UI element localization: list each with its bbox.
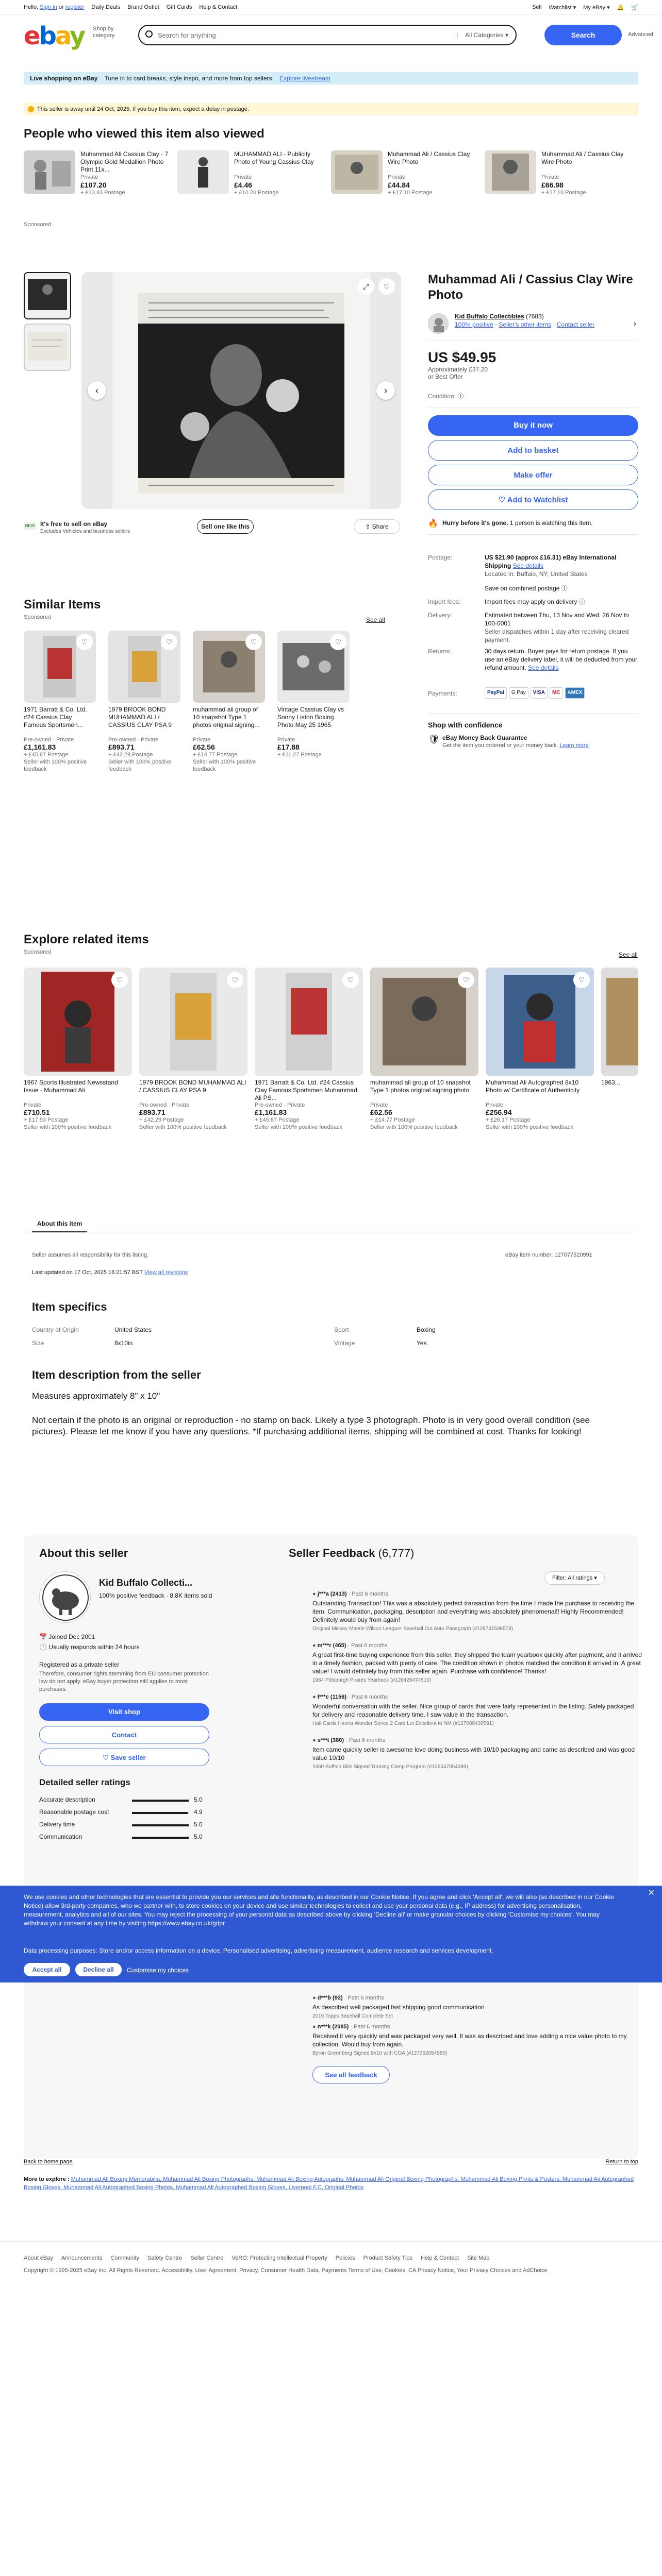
product-title[interactable]: 1971 Barratt & Co. Ltd. #24 Cassius Clay Famous Sportsmen... bbox=[24, 706, 87, 728]
postage-details-link[interactable]: See details bbox=[512, 562, 544, 569]
related-item-card[interactable] bbox=[255, 968, 363, 1131]
product-image[interactable] bbox=[370, 968, 478, 1076]
return-top-link[interactable]: Return to top bbox=[605, 2159, 638, 2165]
related-item-card[interactable] bbox=[24, 968, 132, 1131]
expand-icon[interactable]: ⤢ bbox=[358, 278, 374, 295]
footer-link[interactable]: About eBay bbox=[24, 2255, 53, 2261]
footer-link[interactable]: Community bbox=[110, 2255, 139, 2261]
product-shipping: + £13.43 Postage bbox=[80, 190, 125, 196]
thumbnail-strip bbox=[24, 272, 75, 375]
rating-row: Delivery time 5.0 bbox=[39, 1821, 203, 1828]
product-image[interactable] bbox=[177, 150, 229, 194]
previous-image-button[interactable]: ‹ bbox=[88, 381, 106, 400]
joined-date: 📅 Joined Dec 2001 bbox=[39, 1633, 95, 1640]
promo-text: Tune in to card breaks, style inspo, and more from top sellers. bbox=[104, 75, 274, 82]
mastercard-icon: MC bbox=[550, 687, 563, 699]
similar-item-card[interactable] bbox=[24, 631, 96, 773]
description-measurements: Measures approximately 8" x 10" bbox=[32, 1391, 160, 1401]
seller-avatar[interactable] bbox=[428, 313, 449, 334]
product-condition: Private bbox=[80, 174, 98, 180]
add-to-basket-button[interactable]: Add to basket bbox=[428, 440, 638, 461]
shop-by-category-button[interactable]: Shop by category bbox=[93, 26, 115, 39]
free-sell-sub: Excludes Vehicles and business sellers bbox=[40, 529, 130, 534]
heart-icon[interactable]: ♡ bbox=[76, 634, 93, 650]
see-all-link[interactable]: See all bbox=[619, 951, 638, 958]
product-condition: Pre-owned · Private bbox=[139, 1102, 190, 1108]
sponsored-label: Sponsored bbox=[24, 222, 52, 228]
spec-row: Vintage Yes bbox=[334, 1340, 427, 1347]
approx-price: Approximately £37.20 bbox=[428, 366, 488, 373]
main-product-image[interactable] bbox=[81, 272, 401, 509]
product-image[interactable] bbox=[255, 968, 363, 1076]
product-title[interactable]: 1971 Barratt & Co. Ltd. #24 Cassius Clay Famous Sportsmen Muhammad Ali PS... bbox=[255, 1079, 357, 1101]
daily-deals-link[interactable]: Daily Deals bbox=[91, 4, 121, 10]
people-viewed-card[interactable] bbox=[331, 150, 481, 218]
next-image-button[interactable]: › bbox=[376, 381, 395, 400]
related-item-card[interactable] bbox=[370, 968, 478, 1131]
related-item-card[interactable] bbox=[601, 968, 638, 1102]
similar-item-card[interactable] bbox=[108, 631, 180, 773]
heart-icon[interactable]: ♡ bbox=[378, 278, 395, 295]
promo-title: Live shopping on eBay bbox=[30, 75, 98, 82]
product-price: £66.98 bbox=[541, 181, 564, 189]
close-icon[interactable]: ✕ bbox=[648, 1889, 655, 1897]
explore-links[interactable]: Muhammad Ali Boxing Memorabilia, Muhammad Ali Boxing Photographs, Muhammad Ali Boxing Autographs, Muhammad Ali Original Boxing Photographs, Muhammad Ali Boxing Prints & Posters, Muhammad Ali Autographed Boxing Gloves, Muhammad Ali Autographed Boxing Photos, Muhammad Ali Autographed Boxing Gloves, Liverpool F.C. Original Photos bbox=[24, 2176, 634, 2191]
product-shipping: + £26.17 Postage bbox=[486, 1117, 531, 1123]
free-sell-title: It's free to sell on eBay bbox=[40, 520, 108, 528]
feedback-entry: ● m***r (465) · Past 6 months A great first-time buying experience from this seller. they shipped the team yearbook quickly after payment, and it arrived in a timely fashion, packed with plenty of care. The condition shown in photos matched the condition it arrived in. A great value! I would definitely buy from this seller again. Purchase with confidence! Thanks! 1964 Pittsburgh Pirates Yearbook (#126428474510) bbox=[312, 1642, 642, 1683]
product-title[interactable]: 1979 BROOK BOND MUHAMMAD ALI / CASSIUS CLAY PSA 9 bbox=[139, 1079, 246, 1094]
spec-row: Size 8x10in bbox=[32, 1340, 133, 1347]
visa-icon: VISA bbox=[531, 687, 548, 699]
seller-away-notice bbox=[24, 103, 638, 115]
heart-icon[interactable]: ♡ bbox=[161, 634, 177, 650]
product-image[interactable] bbox=[108, 631, 180, 703]
contact-button[interactable]: Contact bbox=[39, 1726, 209, 1743]
info-icon bbox=[28, 106, 34, 112]
seller-feedback: Seller with 100% positive feedback bbox=[255, 1124, 342, 1130]
search-icon bbox=[145, 30, 153, 38]
seller-feedback: Seller with 100% positive feedback bbox=[24, 759, 87, 772]
ebay-logo[interactable]: ebay bbox=[24, 22, 85, 50]
sellers-other-items-link[interactable]: Seller's other items bbox=[499, 321, 552, 328]
returns-details-link[interactable]: See details bbox=[528, 664, 559, 671]
about-seller-section bbox=[24, 1535, 642, 2159]
product-title[interactable]: MUHAMMAD ALI - Publicity Photo of Young Cassius Clay bbox=[234, 150, 314, 165]
similar-item-card[interactable] bbox=[277, 631, 350, 758]
product-price: £4.46 bbox=[234, 181, 253, 189]
cookie-consent-banner bbox=[0, 1886, 662, 1982]
footer-link[interactable]: Site Map bbox=[467, 2255, 490, 2261]
heart-icon[interactable]: ♡ bbox=[330, 634, 346, 650]
footer-link[interactable]: VeRO: Protecting Intellectual Property bbox=[231, 2255, 327, 2261]
brand-outlet-link[interactable]: Brand Outlet bbox=[127, 4, 159, 10]
item-tabs bbox=[24, 1216, 638, 1232]
about-seller-title: About this seller bbox=[39, 1547, 128, 1560]
seller-feedback: Seller with 100% positive feedback bbox=[370, 1124, 458, 1130]
product-condition: Private bbox=[24, 1102, 42, 1108]
live-shopping-banner bbox=[24, 72, 638, 84]
sign-in-link[interactable]: Sign in bbox=[40, 4, 57, 10]
guarantee-title: eBay Money Back Guarantee bbox=[442, 734, 527, 741]
explore-livestream-link[interactable]: Explore livestream bbox=[279, 75, 330, 82]
product-image[interactable] bbox=[277, 631, 350, 703]
thumbnail-image[interactable] bbox=[24, 272, 71, 319]
seller-feedback: Seller with 100% positive feedback bbox=[486, 1124, 573, 1130]
returns-row: Returns: 30 days return. Buyer pays for return postage. If you use an eBay delivery label, it will be deducted from your refund amount. See details bbox=[428, 648, 638, 671]
seller-name-link[interactable]: Kid Buffalo Collectibles bbox=[455, 313, 524, 320]
product-condition: Private bbox=[388, 174, 406, 180]
product-shipping: + £45.87 Postage bbox=[255, 1117, 300, 1123]
footer-link[interactable]: Help & Contact bbox=[421, 2255, 459, 2261]
product-price: £893.71 bbox=[139, 1108, 166, 1116]
product-price: £1,161.83 bbox=[24, 743, 56, 751]
product-shipping: + £45.87 Postage bbox=[24, 752, 69, 758]
product-condition: Pre-owned · Private bbox=[108, 737, 159, 743]
heart-icon[interactable]: ♡ bbox=[111, 972, 128, 988]
footer-link[interactable]: Safety Centre bbox=[147, 2255, 183, 2261]
product-image[interactable] bbox=[139, 968, 247, 1076]
positive-feedback-link[interactable]: 100% positive bbox=[455, 321, 493, 328]
product-price: £1,161.83 bbox=[255, 1108, 287, 1116]
product-shipping: + £17.53 Postage bbox=[24, 1117, 69, 1123]
product-condition: Private bbox=[370, 1102, 388, 1108]
people-viewed-card[interactable] bbox=[24, 150, 173, 218]
people-viewed-card[interactable] bbox=[177, 150, 327, 218]
footer-link[interactable]: Announcements bbox=[61, 2255, 103, 2261]
product-condition: Private bbox=[277, 737, 295, 743]
footer-link[interactable]: Product Safety Tips bbox=[363, 2255, 413, 2261]
accept-all-button[interactable]: Accept all bbox=[24, 1963, 70, 1976]
sell-one-button[interactable]: Sell one like this bbox=[197, 519, 254, 534]
spec-row: Country of Origin United States bbox=[32, 1326, 152, 1333]
product-price: £17.88 bbox=[277, 743, 300, 751]
product-condition: Private bbox=[486, 1102, 504, 1108]
info-icon[interactable]: ⓘ bbox=[457, 393, 464, 400]
watchlist-link[interactable]: Watchlist ▾ bbox=[549, 5, 576, 11]
free-to-sell-box bbox=[24, 520, 194, 537]
product-shipping: + £17.10 Postage bbox=[541, 190, 586, 196]
footer bbox=[0, 2241, 662, 2274]
seller-logo[interactable] bbox=[39, 1571, 91, 1623]
product-price: £710.51 bbox=[24, 1108, 50, 1116]
decline-all-button[interactable]: Decline all bbox=[75, 1963, 122, 1976]
sell-link[interactable]: Sell bbox=[532, 4, 542, 10]
product-condition: Pre-owned · Private bbox=[255, 1102, 305, 1108]
visit-shop-button[interactable]: Visit shop bbox=[39, 1703, 209, 1721]
feedback-filter[interactable]: Filter: All ratings ▾ bbox=[544, 1571, 605, 1585]
product-condition: Private bbox=[193, 737, 211, 743]
product-title[interactable]: 1979 BROOK BOND MUHAMMAD ALI / CASSIUS CLAY PSA 9 bbox=[108, 706, 172, 728]
shield-icon: 🛡 bbox=[428, 734, 440, 744]
seller-feedback: Seller with 100% positive feedback bbox=[108, 759, 172, 772]
category-select[interactable]: All Categories ▾ bbox=[457, 31, 508, 39]
product-price: £893.71 bbox=[108, 743, 135, 751]
view-revisions-link[interactable]: View all revisions bbox=[144, 1269, 188, 1276]
seller-feedback: Seller with 100% positive feedback bbox=[193, 759, 256, 772]
buy-box bbox=[428, 272, 638, 535]
bell-icon[interactable]: 🔔 bbox=[617, 5, 624, 11]
product-title[interactable]: Muhammad Ali Autographed 8x10 Photo w/ Certificate of Authenticity bbox=[486, 1079, 580, 1094]
confidence-title: Shop with confidence bbox=[428, 721, 503, 729]
cart-icon[interactable]: 🛒 bbox=[631, 5, 638, 11]
feedback-entry: ● s***t (380) · Past 6 months Item came quickly seller is awesome love doing business with 10/10 packaging and came as described and was good value 10/10 1960 Buffalo Bills Signed Training Camp Program (#126547054389) bbox=[312, 1737, 635, 1770]
seller-summary: Kid Buffalo Collectibles (7683) 100% positive · Seller's other items · Contact seller › bbox=[428, 310, 638, 341]
chevron-right-icon[interactable]: › bbox=[633, 319, 636, 328]
feedback-entry: ● l***c (1156) · Past 6 months Wonderful conversation with the seller. Nice group of cards that were fairly represented in the listing. Safely packaged for delivery and reasonable delivery time. I saw value in the transaction. Hall Cards Hanna Wonder Series 2 Card Lot Excellent to NM (#127089430591) bbox=[312, 1694, 634, 1726]
product-shipping: + £17.10 Postage bbox=[388, 190, 433, 196]
seller-feedback-title: Seller Feedback (6,777) bbox=[289, 1547, 415, 1560]
product-price: £107.20 bbox=[80, 181, 107, 189]
rating-row: Accurate description 5.0 bbox=[39, 1796, 203, 1803]
shop-with-confidence: Shop with confidence 🛡 eBay Money Back Guarantee Get the item you ordered or your money back. Learn more bbox=[428, 713, 638, 759]
product-title[interactable]: Vintage Cassius Clay vs Sonny Liston Boxing Photo May 25 1965 bbox=[277, 706, 344, 728]
item-title: Muhammad Ali / Cassius Clay Wire Photo bbox=[428, 273, 633, 302]
product-image[interactable] bbox=[331, 150, 383, 194]
item-specifics-title: Item specifics bbox=[32, 1300, 107, 1313]
add-to-watchlist-button[interactable]: ♡ Add to Watchlist bbox=[428, 489, 638, 510]
heart-icon[interactable]: ♡ bbox=[458, 972, 474, 988]
product-image[interactable] bbox=[24, 968, 132, 1076]
people-viewed-card[interactable] bbox=[485, 150, 634, 218]
footer-link[interactable]: Seller Centre bbox=[190, 2255, 224, 2261]
see-all-link[interactable]: See all bbox=[366, 616, 385, 623]
google-pay-icon: G Pay bbox=[509, 687, 528, 699]
hurry-banner: 🔥 Hurry before it's gone. 1 person is watching this item. bbox=[428, 517, 638, 535]
amex-icon: AMEX bbox=[565, 687, 585, 699]
advanced-search-link[interactable]: Advanced bbox=[628, 31, 653, 38]
tab-about-item[interactable]: About this item bbox=[32, 1216, 87, 1232]
search-button[interactable]: Search bbox=[544, 25, 622, 45]
product-shipping: + £42.29 Postage bbox=[108, 752, 153, 758]
learn-more-link[interactable]: Learn more bbox=[559, 742, 589, 749]
my-ebay-link[interactable]: My eBay ▾ bbox=[583, 5, 610, 11]
item-number: eBay item number: 127077520991 bbox=[505, 1252, 592, 1258]
related-item-card[interactable] bbox=[139, 968, 247, 1131]
paypal-icon: PayPal bbox=[485, 687, 507, 699]
last-updated: Last updated on 17 Oct, 2025 16:21:57 BST View all revisions bbox=[32, 1269, 188, 1276]
footer-link[interactable]: Policies bbox=[335, 2255, 355, 2261]
make-offer-button[interactable]: Make offer bbox=[428, 465, 638, 485]
product-price: £62.56 bbox=[370, 1108, 392, 1116]
heart-icon[interactable]: ♡ bbox=[342, 972, 359, 988]
postage-row: Postage: US $21.90 (approx £16.31) eBay International Shipping See details Located in: Buffalo, NY, United States bbox=[428, 554, 617, 578]
greeting: Hello, Sign in or register bbox=[24, 4, 85, 10]
share-button[interactable]: ⇪ Share bbox=[354, 519, 400, 534]
seller-feedback: Seller with 100% positive feedback bbox=[139, 1124, 227, 1130]
save-seller-button[interactable]: ♡ Save seller bbox=[39, 1749, 209, 1766]
more-to-explore: More to explore : Muhammad Ali Boxing Memorabilia, Muhammad Ali Boxing Photographs, Muhammad Ali Boxing Autographs, Muhammad Ali Original Boxing Photographs, Muhammad Ali Boxing Prints & Posters, Muhammad Ali Autographed Boxing Gloves, Muhammad Ali Autographed Boxing Photos, Muhammad Ali Autographed Boxing Gloves, Liverpool F.C. Original Photos bbox=[24, 2176, 634, 2191]
detailed-ratings-title: Detailed seller ratings bbox=[39, 1777, 130, 1787]
product-image[interactable] bbox=[485, 150, 536, 194]
product-price: £256.94 bbox=[486, 1108, 512, 1116]
contact-seller-link[interactable]: Contact seller bbox=[556, 321, 595, 328]
seller-count: (7683) bbox=[526, 313, 544, 320]
gift-cards-link[interactable]: Gift Cards bbox=[166, 4, 192, 10]
product-image[interactable] bbox=[193, 631, 265, 703]
customise-choices-link[interactable]: Customise my choices bbox=[127, 1967, 189, 1974]
import-fees-row: Import fees: Import fees may apply on delivery ⓘ bbox=[428, 598, 585, 605]
feedback-entry: ● j***a (2413) · Past 6 months Outstanding Transaction! This was a absolutely perfect transaction from the time I made the purchase to receiving the item. Communication, packaging, description and everything was absolutely phenomenal!! Highly Recommended! Definitely would buy from again! Original Mickey Mantle Wilson Leaguer Baseball Cut Auto Panagraph (#126741596578) bbox=[312, 1591, 635, 1632]
top-bar bbox=[0, 0, 662, 14]
copyright: Copyright © 1995-2025 eBay Inc. All Rights Reserved. Accessibility, User Agreement, Privacy, Consumer Health Data, Payments Terms of Use, Cookies, CA Privacy Notice, Your Privacy Choices and AdChoice bbox=[24, 2267, 548, 2274]
see-all-feedback-button[interactable]: See all feedback bbox=[312, 2066, 390, 2083]
search-bar[interactable] bbox=[138, 25, 517, 45]
product-shipping: + £10.20 Postage bbox=[234, 190, 279, 196]
similar-items-title: Similar Items bbox=[24, 598, 101, 612]
product-image[interactable] bbox=[24, 631, 96, 703]
flame-icon: 🔥 bbox=[428, 519, 438, 528]
header bbox=[24, 19, 653, 50]
product-title[interactable]: muhammad ali group of 10 snapshot Type 1 photos original signing... bbox=[193, 706, 260, 728]
product-shipping: + £14.77 Postage bbox=[193, 752, 238, 758]
search-input[interactable]: Search for anything bbox=[158, 31, 216, 39]
cookie-purposes: Data processing purposes: Store and/or access information on a device. Personalised advertising, advertising measurement, audience research and services development. bbox=[24, 1947, 493, 1954]
seller-stats: 100% positive feedback · 8.8K items sold bbox=[99, 1592, 212, 1599]
heart-icon[interactable]: ♡ bbox=[245, 634, 262, 650]
feedback-entry: ● n***k (2085) · Past 6 months Received it very quickly and was packaged very well. It was as described and love adding a nice value photo to my collection. Would buy from again. Byron Greenberg Signed 8x10 with COA (#127252054980) bbox=[312, 2024, 627, 2056]
seller-feedback: Seller with 100% positive feedback bbox=[24, 1124, 111, 1130]
sell-icon: NEW bbox=[24, 522, 36, 530]
people-viewed-title: People who viewed this item also viewed bbox=[24, 127, 264, 141]
condition-label: Condition: ⓘ bbox=[428, 392, 638, 408]
product-condition: Private bbox=[541, 174, 559, 180]
similar-item-card[interactable] bbox=[193, 631, 265, 773]
registered-note: Therefore, consumer rights stemming from EU consumer protection law do not apply. eBay buyer protection still applies to most purchases. bbox=[39, 1671, 209, 1692]
product-title[interactable]: 1963... bbox=[601, 1079, 620, 1086]
payments-row: Payments: PayPal G Pay VISA MC AMEX bbox=[428, 687, 638, 700]
help-contact-link[interactable]: Help & Contact bbox=[199, 4, 238, 10]
product-condition: Pre-owned · Private bbox=[24, 737, 74, 743]
product-title[interactable]: muhammad ali group of 10 snapshot Type 1 photos original signing photo bbox=[370, 1079, 471, 1094]
product-title[interactable]: Muhammad Ali Cassius Clay - 7 Olympic Gold Medallion Photo Print 11x... bbox=[80, 150, 169, 173]
product-price: £44.84 bbox=[388, 181, 410, 189]
seller-responsibility: Seller assumes all responsibility for this listing. bbox=[32, 1252, 149, 1258]
explore-related-title: Explore related items bbox=[24, 933, 149, 946]
footer-nav bbox=[24, 2159, 638, 2165]
back-home-link[interactable]: Back to home page bbox=[24, 2159, 73, 2165]
rating-row: Communication 5.0 bbox=[39, 1833, 203, 1840]
response-time: 🕐 Usually responds within 24 hours bbox=[39, 1643, 140, 1651]
description-title: Item description from the seller bbox=[32, 1368, 201, 1381]
delivery-row: Delivery: Estimated between Thu, 13 Nov and Wed, 26 Nov to 100-0001 Seller dispatches within 1 day after receiving cleared payment. bbox=[428, 612, 629, 643]
sponsored-label: Sponsored bbox=[24, 614, 52, 620]
sponsored-label: Sponsored bbox=[24, 949, 52, 955]
rating-row: Reasonable postage cost 4.9 bbox=[39, 1808, 203, 1816]
feedback-entry: ● d***b (92) · Past 6 months As described well packaged fast shipping good communication 2019 Topps Baseball Complete Set bbox=[312, 1995, 485, 2019]
product-shipping: + £42.29 Postage bbox=[139, 1117, 184, 1123]
buy-now-button[interactable]: Buy it now bbox=[428, 415, 638, 436]
notice-text: This seller is away until 24 Oct, 2025. If you buy this item, expect a delay in postage. bbox=[37, 106, 249, 112]
product-title[interactable]: Muhammad Ali / Cassius Clay Wire Photo bbox=[541, 150, 624, 165]
registered-private: Registered as a private seller bbox=[39, 1661, 120, 1668]
heart-icon[interactable]: ♡ bbox=[573, 972, 590, 988]
product-shipping: + £11.27 Postage bbox=[277, 752, 322, 758]
description-body: Not certain if the photo is an original or reproduction - no stamp on back. Likely a type 3 photograph. Photo is in very good overall condition (see pictures). Please let me know if you have any questions. *If purchasing additional items, shipping will be combined at cost. Thanks for looking! bbox=[32, 1415, 590, 1436]
heart-icon[interactable]: ♡ bbox=[227, 972, 243, 988]
price: US $49.95 bbox=[428, 349, 496, 365]
related-item-card[interactable] bbox=[486, 968, 594, 1131]
seller-name[interactable]: Kid Buffalo Collecti... bbox=[99, 1578, 193, 1588]
cookie-text: We use cookies and other technologies that are essential to provide you our services and site functionality, as described in our Cookie Notice. If you agree and click 'Accept all', we will also (as described in our Cookie Notice) allow 3rd-party companies, who we partner with, to store cookies on your device and use similar technologies to collect and use your personal data (e.g., IP address) for advertising personalisation, measurement, analytics and all of our sites. You may reject the processing of your personal data as described above by clicking 'Decline all' or make granular choices by clicking 'Customise my choices'. You may withdraw your consent at any time by visiting https://www.ebay.co.uk/gdpr. bbox=[24, 1893, 614, 1927]
product-image[interactable] bbox=[486, 968, 594, 1076]
product-title[interactable]: 1967 Sports Illustrated Newsstand Issue - Muhammad Ali bbox=[24, 1079, 118, 1094]
product-title[interactable]: Muhammad Ali / Cassius Clay Wire Photo bbox=[388, 150, 470, 165]
thumbnail-image[interactable] bbox=[24, 324, 71, 371]
product-image[interactable] bbox=[24, 150, 75, 194]
product-shipping: + £14.77 Postage bbox=[370, 1117, 415, 1123]
spec-row: Sport Boxing bbox=[334, 1326, 436, 1333]
register-link[interactable]: register bbox=[65, 4, 85, 10]
product-price: £62.56 bbox=[193, 743, 215, 751]
combined-postage-row[interactable]: Save on combined postage ⓘ bbox=[485, 585, 568, 592]
best-offer-label: or Best Offer bbox=[428, 373, 463, 380]
product-image[interactable] bbox=[601, 968, 638, 1076]
product-condition: Private bbox=[234, 174, 252, 180]
